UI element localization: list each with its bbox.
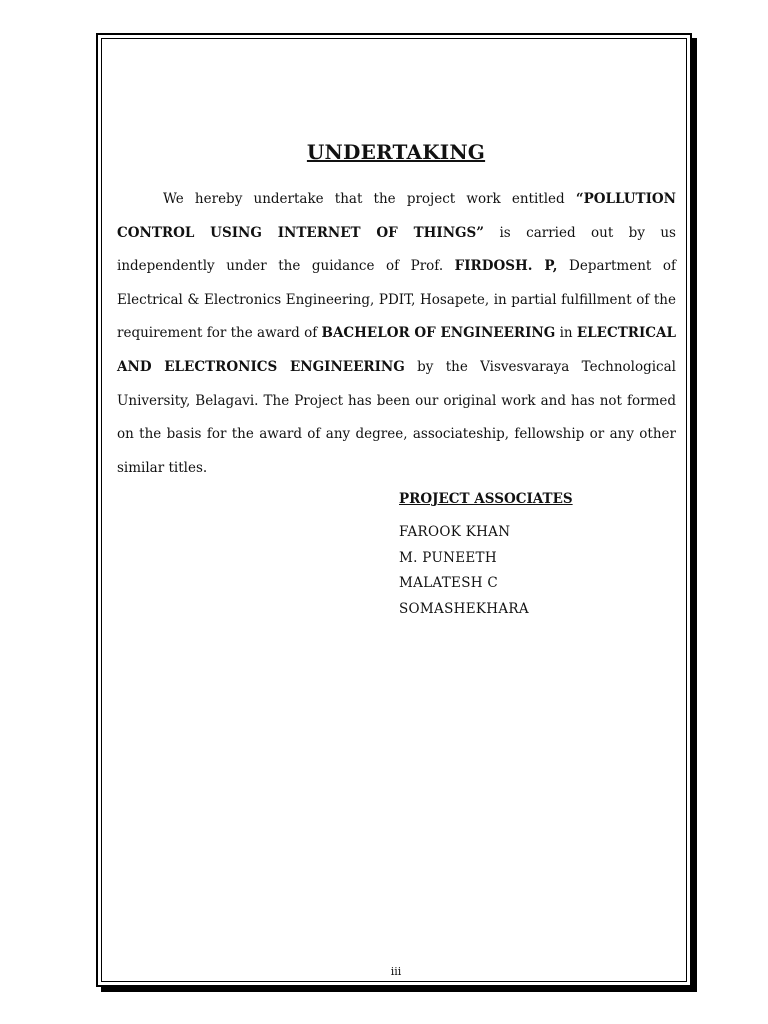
university-text: by the Visvesvaraya Technological University, Belagavi. The Project has been our original work and has not formed on the basis for the award of any degree, associateship, fellowship or any other similar titles. [117,358,676,476]
project-title: “POLLUTION CONTROL USING INTERNET OF THINGS” [117,191,676,241]
project-associates [399,489,659,622]
associate-name: M. PUNEETH [399,549,497,566]
degree-name: BACHELOR OF ENGINEERING [321,325,556,342]
page-number: iii [390,965,402,978]
department-text: Department of Electrical & Electronics Engineering, PDIT, Hosapete, in partial fulfillment of the requirement for the award of [117,258,677,342]
associates-heading: PROJECT ASSOCIATES [399,491,573,507]
guidance-text: is carried out by us independently under the guidance of Prof. [117,224,676,275]
associates-list [399,520,659,622]
branch-name: ELECTRICAL AND ELECTRONICS ENGINEERING [117,325,676,375]
undertaking-paragraph [117,183,676,485]
intro-text: We hereby undertake that the project work entitled [163,191,576,207]
document-title: UNDERTAKING [306,140,486,164]
associate-name: MALATESH C [399,575,499,591]
guide-name: FIRDOSH. P, [454,258,558,275]
associate-name: SOMASHEKHARA [399,600,529,617]
associate-name: FAROOK KHAN [399,524,511,540]
in-text: in [555,325,577,342]
